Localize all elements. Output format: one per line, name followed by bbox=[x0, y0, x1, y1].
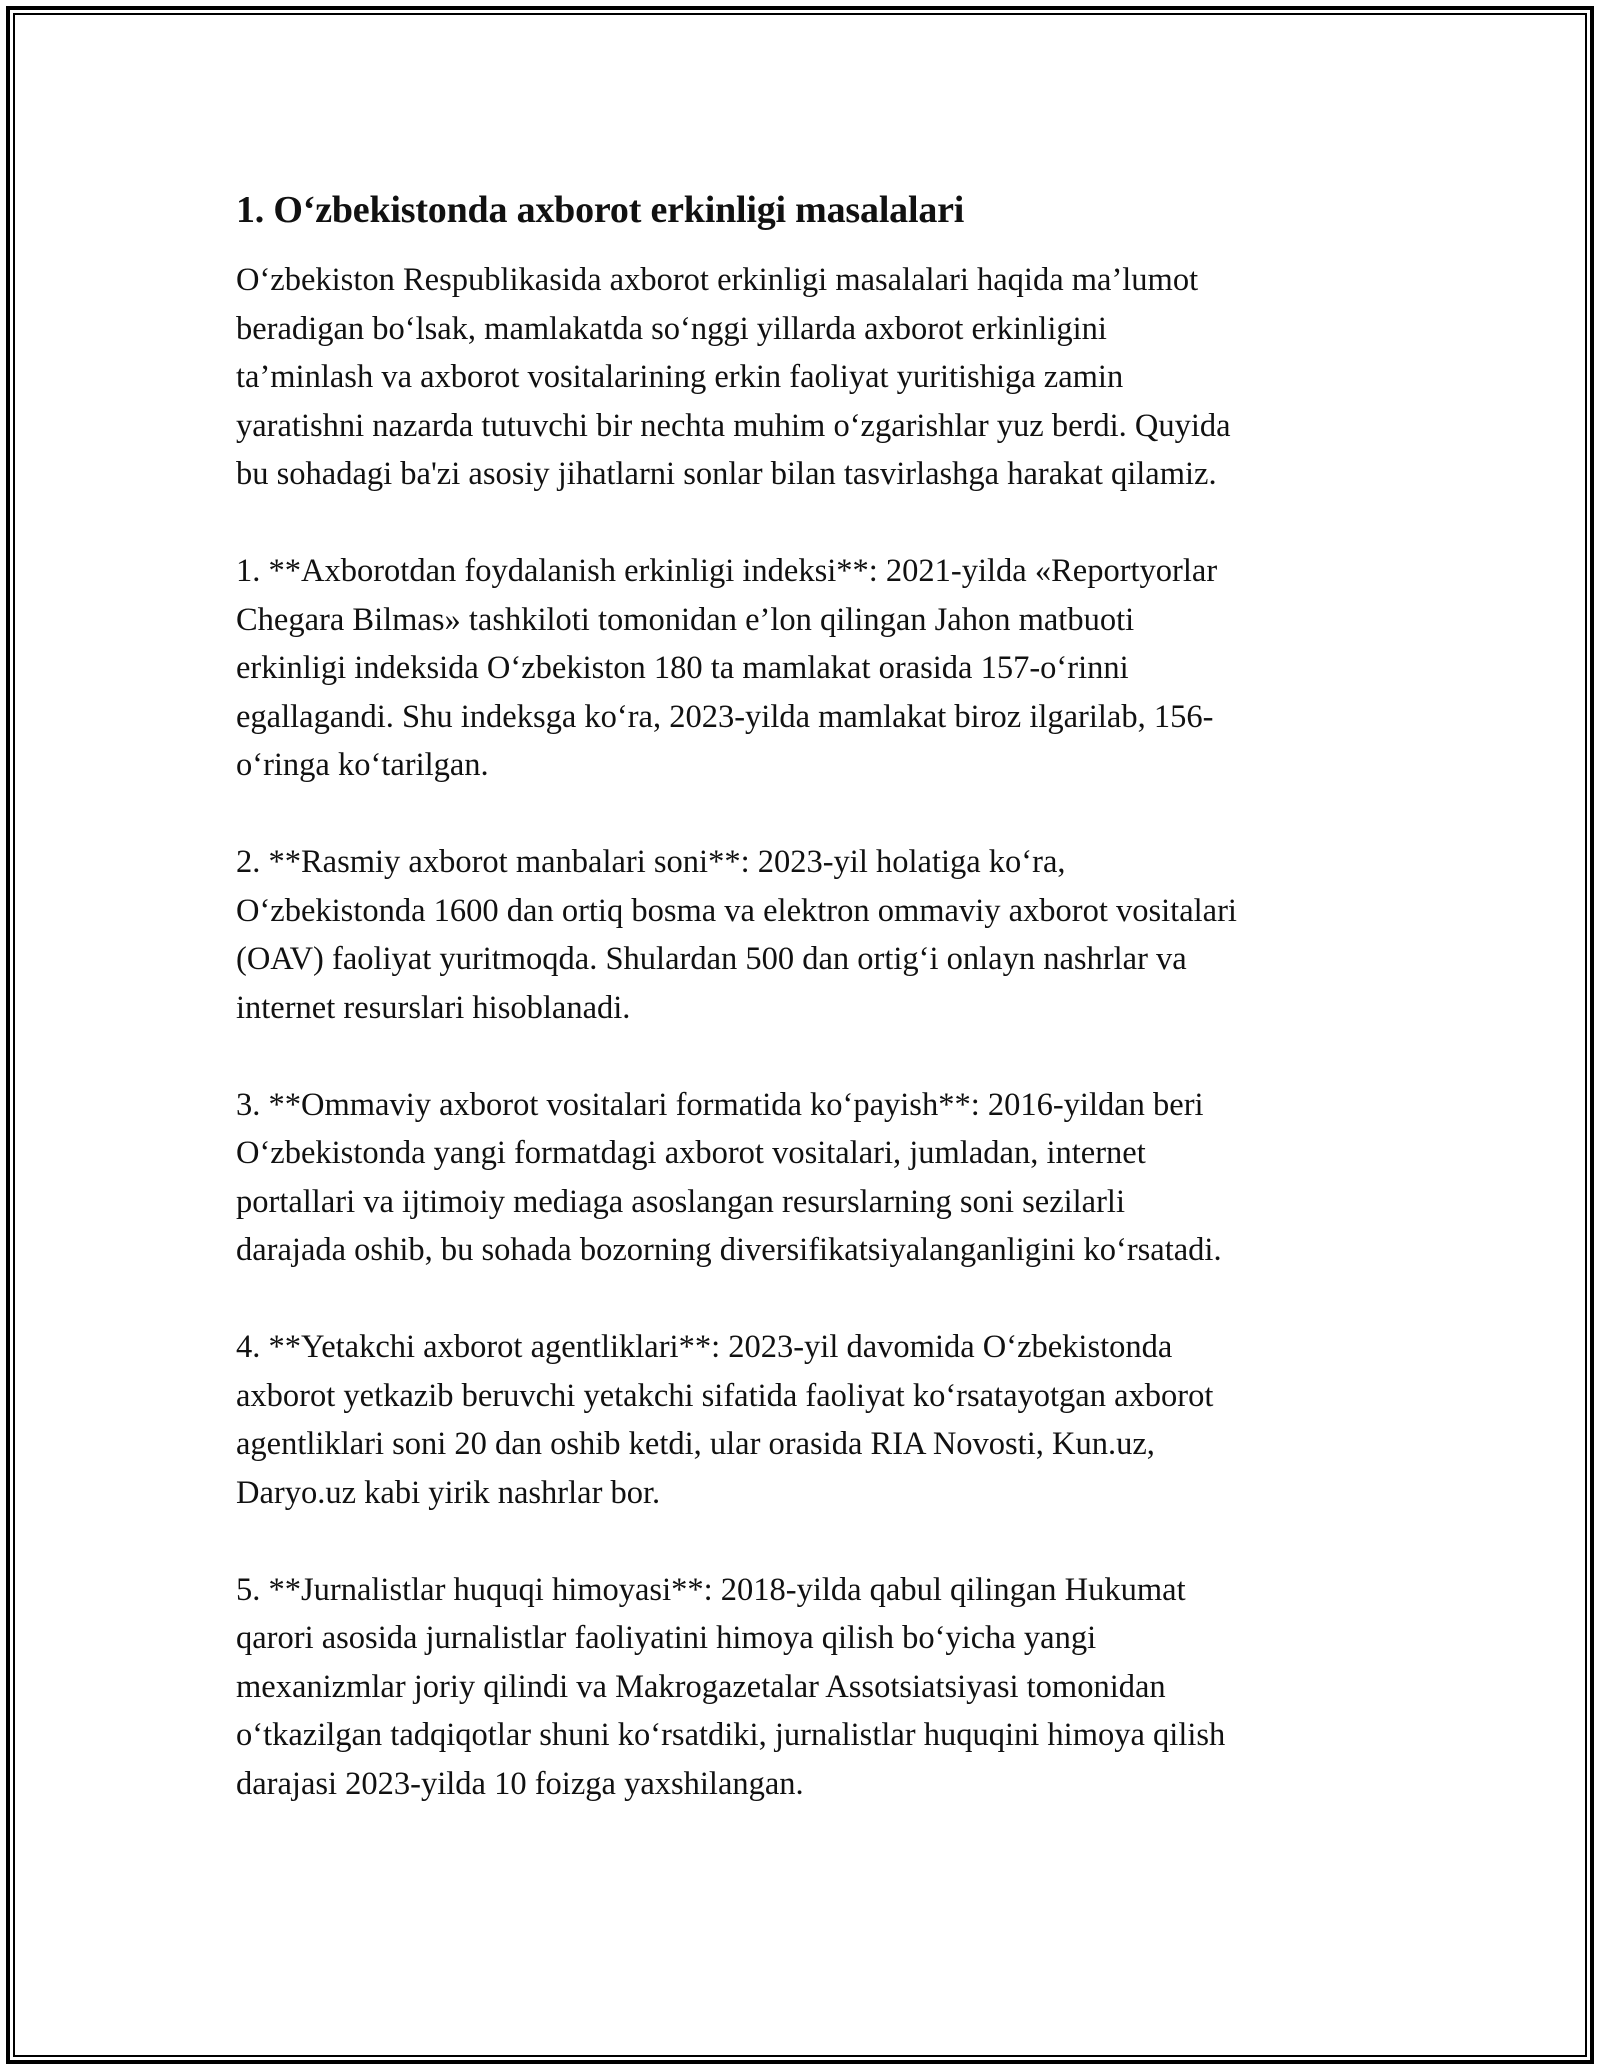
document-body bbox=[236, 186, 1376, 1808]
page-title: 1. O‘zbekistonda axborot erkinligi masalalari bbox=[236, 189, 965, 231]
list-item-4: 4. **Yetakchi axborot agentliklari**: 2023-yil davomida O‘zbekistonda axborot yetkazib beruvchi yetakchi sifatida faoliyat ko‘rsatayotgan axborot agentliklari soni 20 dan oshib ketdi, ular orasida RIA Novosti, Kun.uz, Daryo.uz kabi yirik nashrlar bor. bbox=[236, 1329, 1214, 1511]
list-item-1: 1. **Axborotdan foydalanish erkinligi indeksi**: 2021-yilda «Reportyorlar Chegara Bilmas» tashkiloti tomonidan e’lon qilingan Jahon matbuoti erkinligi indeksida O‘zbekiston 180 ta mamlakat orasida 157-o‘rinni egallagandi. Shu indeksga ko‘ra, 2023-yilda mamlakat biroz ilgarilab, 156- o‘ringa ko‘tarilgan. bbox=[236, 553, 1218, 783]
intro-paragraph: O‘zbekiston Respublikasida axborot erkinligi masalalari haqida ma’lumot beradigan bo‘lsak, mamlakatda so‘nggi yillarda axborot erkinligini ta’minlash va axborot vositalarining erkin faoliyat yuritishiga zamin yaratishni nazarda tutuvchi bir nechta muhim o‘zgarishlar yuz berdi. Quyida bu sohadagi ba'zi asosiy jihatlarni sonlar bilan tasvirlashga harakat qilamiz. bbox=[236, 262, 1231, 492]
list-item-3: 3. **Ommaviy axborot vositalari formatida ko‘payish**: 2016-yildan beri O‘zbekistonda yangi formatdagi axborot vositalari, jumladan, internet portallari va ijtimoiy mediaga asoslangan resurslarning soni sezilarli darajada oshib, bu sohada bozorning diversifikatsiyalanganligini ko‘rsatadi. bbox=[236, 1086, 1222, 1268]
list-item-5: 5. **Jurnalistlar huquqi himoyasi**: 2018-yilda qabul qilingan Hukumat qarori asosida jurnalistlar faoliyatini himoya qilish bo‘yicha yangi mexanizmlar joriy qilindi va Makrogazetalar Assotsiatsiyasi tomonidan o‘tkazilgan tadqiqotlar shuni ko‘rsatdiki, jurnalistlar huquqini himoya qilish darajasi 2023-yilda 10 foizga yaxshilangan. bbox=[236, 1571, 1226, 1802]
list-item-2: 2. **Rasmiy axborot manbalari soni**: 2023-yil holatiga ko‘ra, O‘zbekistonda 1600 dan ortiq bosma va elektron ommaviy axborot vositalari (OAV) faoliyat yuritmoqda. Shulardan 500 dan ortig‘i onlayn nashrlar va internet resurslari hisoblanadi. bbox=[236, 844, 1237, 1026]
